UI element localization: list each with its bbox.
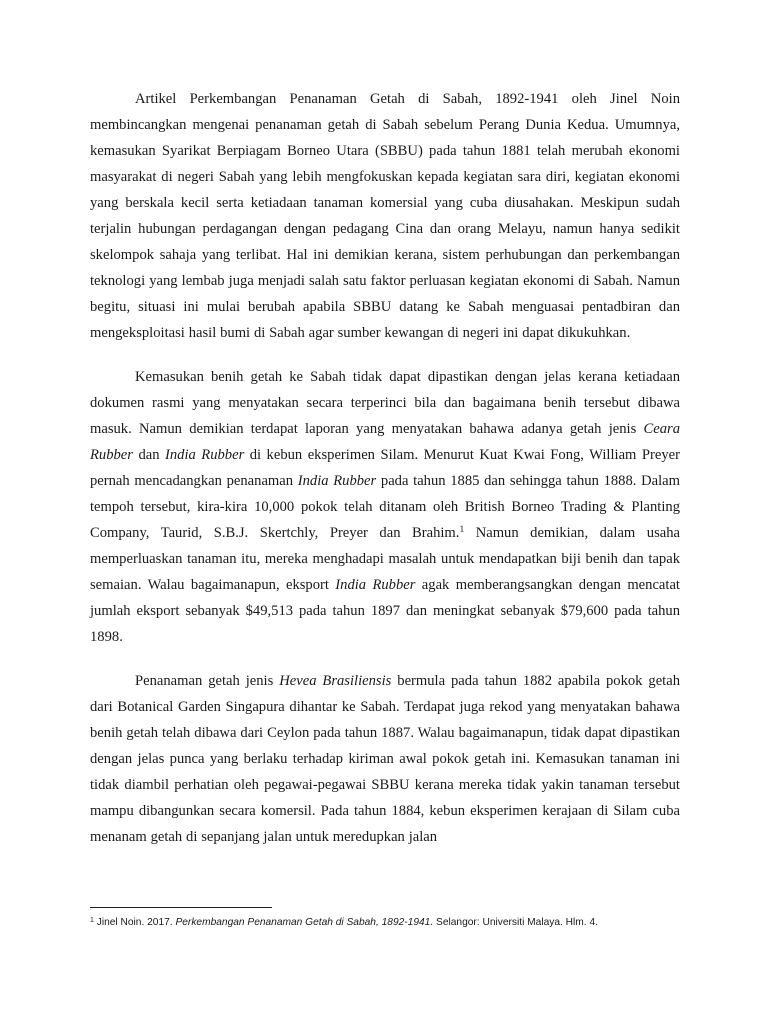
text-run: pada tahun 1885 dan sehingga tahun 1888. Dalam tempoh tersebut, kira-kira 10,000 pokok telah ditanam oleh British Borneo Trading & Planting Company, Taurid, S.B.J. Skertchly, Preyer dan Brahim. [90,473,680,541]
footnote-title: Perkembangan Penanaman Getah di Sabah, 1892-1941. [175,917,434,928]
paragraph-2 [90,364,680,650]
footnote-number: 1 [90,917,94,924]
italic-term: India Rubber [335,577,416,593]
text-run: bermula pada tahun 1882 apabila pokok getah dari Botanical Garden Singapura dihantar ke Sabah. Terdapat juga rekod yang menyatakan bahawa benih getah telah dibawa dari Ceylon pada tahun 1887. Walau bagaimanapun, tidak dapat dipastikan dengan jelas punca yang berlaku terhadap kiriman awal pokok getah ini. Kemasukan tanaman ini tidak diambil perhatian oleh pegawai-pegawai SBBU kerana mereka tidak yakin tanaman tersebut mampu dibangunkan secara komersil. Pada tahun 1884, kebun eksperimen kerajaan di Silam cuba menanam getah di sepanjang jalan untuk meredupkan jalan [90,673,681,845]
italic-term: India Rubber [297,473,377,489]
document-body [90,86,680,868]
italic-term: India Rubber [165,447,245,463]
italic-term: Hevea Brasiliensis [279,673,392,689]
italic-term: Ceara Rubber [90,421,680,463]
text-run: Artikel Perkembangan Penanaman Getah di Sabah, 1892-1941 oleh Jinel Noin membincangkan mengenai penanaman getah di Sabah sebelum Perang Dunia Kedua. Umumnya, kemasukan Syarikat Berpiagam Borneo Utara (SBBU) pada tahun 1881 telah merubah ekonomi masyarakat di negeri Sabah yang lebih mengfokuskan kepada kegiatan sara diri, kegiatan ekonomi yang berskala kecil serta ketiadaan tanaman komersial yang cuba diusahakan. Meskipun sudah terjalin hubungan perdagangan dengan pedagang Cina dan orang Melayu, namun hanya sedikit skelompok sahaja yang terlibat. Hal ini demikian kerana, sistem perhubungan dan perkembangan teknologi yang lembab juga menjadi salah satu faktor perluasan kegiatan ekonomi di Sabah. Namun begitu, situasi ini mulai berubah apabila SBBU datang ke Sabah menguasai pentadbiran dan mengeksploitasi hasil bumi di Sabah agar sumber kewangan di negeri ini dapat dikukuhkan. [90,91,680,341]
text-run: agak memberangsangkan dengan mencatat jumlah eksport sebanyak $49,513 pada tahun 1897 dan meningkat sebanyak $79,600 pada tahun 1898. [90,577,680,645]
footnote-publisher: Selangor: Universiti Malaya. Hlm. 4. [433,917,598,928]
text-run: Penanaman getah jenis [135,673,280,689]
footnote-separator [90,907,272,908]
text-run: Kemasukan benih getah ke Sabah tidak dapat dipastikan dengan jelas kerana ketiadaan dokumen rasmi yang menyatakan secara terperinci bila dan bagaimana benih tersebut dibawa masuk. Namun demikian terdapat laporan yang menyatakan bahawa adanya getah jenis [90,369,680,437]
text-run: dan [132,447,165,463]
footnote [90,916,690,930]
text-run: Namun demikian, dalam usaha memperluaskan tanaman itu, mereka menghadapi masalah untuk mendapatkan biji benih dan tapak semaian. Walau bagaimanapun, eksport [90,525,681,593]
footnote-reference: 1 [459,525,465,535]
paragraph-3 [90,668,680,850]
footnote-author: Jinel Noin. 2017. [93,917,176,928]
text-run: di kebun eksperimen Silam. Menurut Kuat Kwai Fong, William Preyer pernah mencadangkan penanaman [90,447,680,489]
paragraph-1 [90,86,680,346]
